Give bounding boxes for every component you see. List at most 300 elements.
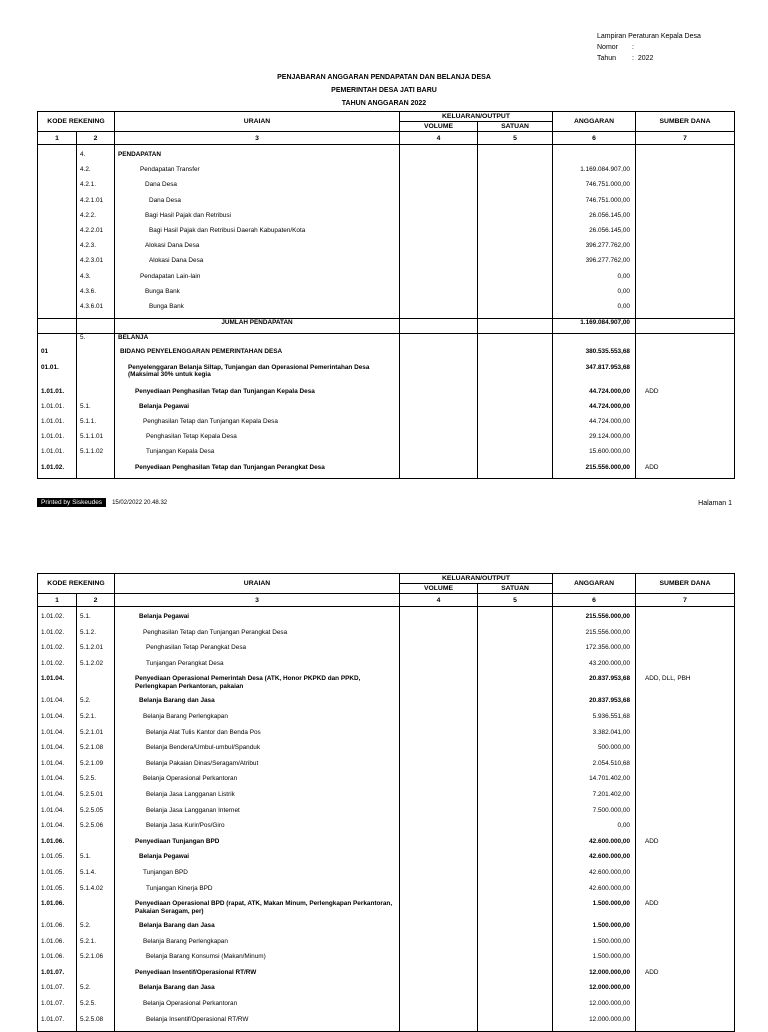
rekening-cell: 5.1.1.	[77, 418, 115, 433]
header-num-2: 2	[77, 594, 115, 607]
volume-cell	[400, 729, 478, 745]
rekening-cell: 5.1.	[77, 613, 115, 629]
page-number: Halaman 1	[698, 500, 732, 507]
rekening-cell: 5.2.5.	[77, 1000, 115, 1016]
satuan-cell	[478, 242, 553, 257]
rekening-cell: 5.1.2.02	[77, 660, 115, 676]
rekening-cell	[77, 318, 115, 333]
table-row	[38, 418, 735, 433]
table-row	[38, 938, 735, 954]
sumber-dana-cell	[636, 288, 735, 303]
satuan-cell	[478, 613, 553, 629]
rekening-cell: 5.2.5.01	[77, 791, 115, 807]
anggaran-cell: 20.837.953,68	[553, 697, 636, 713]
uraian-cell: Dana Desa	[115, 197, 400, 212]
kode-cell: 1.01.04.	[38, 822, 77, 838]
rekening-cell: 5.2.	[77, 984, 115, 1000]
satuan-cell	[478, 197, 553, 212]
kode-cell: 01.01.	[38, 364, 77, 388]
tahun-value: 2022	[637, 55, 654, 62]
sumber-dana-cell	[636, 853, 735, 869]
kode-cell: 1.01.01.	[38, 418, 77, 433]
uraian-cell: Belanja Operasional Perkantoran	[115, 1000, 400, 1016]
kode-cell	[38, 318, 77, 333]
kode-cell: 1.01.02.	[38, 629, 77, 645]
rekening-cell: 5.2.1.08	[77, 744, 115, 760]
sumber-dana-cell	[636, 869, 735, 885]
rekening-cell: 4.2.2.	[77, 212, 115, 227]
volume-cell	[400, 1016, 478, 1032]
rekening-cell: 5.2.5.	[77, 775, 115, 791]
header-keluaran: KELUARAN/OUTPUT	[400, 112, 553, 122]
table-row	[38, 464, 735, 479]
sumber-dana-cell	[636, 1000, 735, 1016]
satuan-cell	[478, 273, 553, 288]
table-row	[38, 433, 735, 448]
kode-cell	[38, 303, 77, 318]
print-footer	[37, 498, 167, 507]
header-num-4: 4	[400, 132, 478, 145]
uraian-cell: Penghasilan Tetap dan Tunjangan Kepala Desa	[115, 418, 400, 433]
header-num-5: 5	[478, 132, 553, 145]
volume-cell	[400, 418, 478, 433]
kode-cell: 1.01.01.	[38, 403, 77, 418]
header-sumber-dana: SUMBER DANA	[636, 574, 735, 594]
rekening-cell	[77, 969, 115, 985]
anggaran-cell: 2.054.510,68	[553, 760, 636, 776]
satuan-cell	[478, 984, 553, 1000]
satuan-cell	[478, 922, 553, 938]
anggaran-cell: 3.382.041,00	[553, 729, 636, 745]
sumber-dana-cell	[636, 807, 735, 823]
satuan-cell	[478, 1016, 553, 1032]
uraian-cell: Penyediaan Insentif/Operasional RT/RW	[115, 969, 400, 985]
sumber-dana-cell: ADD	[636, 900, 735, 922]
anggaran-cell: 20.837.953,68	[553, 675, 636, 697]
printed-by-badge: Printed by Siskeudes	[37, 498, 106, 507]
table-row	[38, 629, 735, 645]
table-row	[38, 242, 735, 257]
rekening-cell: 4.	[77, 151, 115, 166]
rekening-cell: 5.1.	[77, 853, 115, 869]
volume-cell	[400, 938, 478, 954]
lampiran-block	[597, 31, 701, 64]
uraian-cell: JUMLAH PENDAPATAN	[115, 318, 400, 333]
anggaran-cell: 42.600.000,00	[553, 853, 636, 869]
table-row	[38, 838, 735, 854]
sumber-dana-cell	[636, 697, 735, 713]
sumber-dana-cell	[636, 760, 735, 776]
table-row	[38, 807, 735, 823]
volume-cell	[400, 464, 478, 479]
sumber-dana-cell	[636, 257, 735, 272]
table-body-page-2	[38, 607, 735, 1032]
volume-cell	[400, 388, 478, 403]
uraian-cell: Belanja Barang Perlengkapan	[115, 713, 400, 729]
table-row	[38, 197, 735, 212]
budget-table-page-1	[37, 111, 735, 479]
uraian-cell: Belanja Pegawai	[115, 853, 400, 869]
kode-cell: 1.01.02.	[38, 464, 77, 479]
rekening-cell: 4.2.1.01	[77, 197, 115, 212]
sumber-dana-cell	[636, 448, 735, 463]
kode-cell: 1.01.06.	[38, 953, 77, 969]
table-row	[38, 900, 735, 922]
anggaran-cell: 42.600.000,00	[553, 838, 636, 854]
kode-cell: 01	[38, 348, 77, 363]
kode-cell: 1.01.04.	[38, 713, 77, 729]
header-num-5: 5	[478, 594, 553, 607]
anggaran-cell: 12.000.000,00	[553, 1000, 636, 1016]
anggaran-cell: 12.000.000,00	[553, 984, 636, 1000]
uraian-cell: Bagi Hasil Pajak dan Retribusi Daerah Kabupaten/Kota	[115, 227, 400, 242]
kode-cell: 1.01.07.	[38, 1000, 77, 1016]
kode-cell: 1.01.04.	[38, 729, 77, 745]
volume-cell	[400, 181, 478, 196]
sumber-dana-cell	[636, 644, 735, 660]
satuan-cell	[478, 227, 553, 242]
volume-cell	[400, 713, 478, 729]
kode-cell	[38, 227, 77, 242]
rekening-cell	[77, 348, 115, 363]
satuan-cell	[478, 388, 553, 403]
volume-cell	[400, 629, 478, 645]
uraian-cell: Belanja Barang Perlengkapan	[115, 938, 400, 954]
anggaran-cell: 0,00	[553, 822, 636, 838]
sumber-dana-cell	[636, 181, 735, 196]
header-num-3: 3	[115, 132, 400, 145]
volume-cell	[400, 613, 478, 629]
volume-cell	[400, 333, 478, 348]
kode-cell: 1.01.05.	[38, 869, 77, 885]
anggaran-cell: 746.751.000,00	[553, 197, 636, 212]
sumber-dana-cell	[636, 885, 735, 901]
rekening-cell: 5.2.1.	[77, 713, 115, 729]
uraian-cell: Belanja Pegawai	[115, 403, 400, 418]
tahun-sep: :	[632, 55, 634, 62]
uraian-cell: Tunjangan BPD	[115, 869, 400, 885]
uraian-cell: Penyediaan Penghasilan Tetap dan Tunjangan Kepala Desa	[115, 388, 400, 403]
kode-cell: 1.01.04.	[38, 744, 77, 760]
header-kode-rekening: KODE REKENING	[38, 574, 115, 594]
kode-cell	[38, 333, 77, 348]
sumber-dana-cell	[636, 660, 735, 676]
title-line-2: PEMERINTAH DESA JATI BARU	[331, 87, 437, 94]
uraian-cell: Alokasi Dana Desa	[115, 257, 400, 272]
satuan-cell	[478, 953, 553, 969]
title-line-1: PENJABARAN ANGGARAN PENDAPATAN DAN BELANJA DESA	[277, 74, 491, 81]
sumber-dana-cell: ADD, DLL, PBH	[636, 675, 735, 697]
satuan-cell	[478, 675, 553, 697]
sumber-dana-cell	[636, 922, 735, 938]
header-uraian: URAIAN	[115, 112, 400, 132]
kode-cell: 1.01.02.	[38, 613, 77, 629]
uraian-cell: Belanja Barang dan Jasa	[115, 984, 400, 1000]
rekening-cell: 4.2.1.	[77, 181, 115, 196]
table-row	[38, 922, 735, 938]
anggaran-cell: 0,00	[553, 273, 636, 288]
rekening-cell	[77, 464, 115, 479]
kode-cell: 1.01.07.	[38, 969, 77, 985]
rekening-cell: 5.2.1.01	[77, 729, 115, 745]
uraian-cell: Penyediaan Operasional Pemerintah Desa (ATK, Honor PKPKD dan PPKD, Perlengkapan Perkantoran, pakaian	[115, 675, 400, 697]
header-volume: VOLUME	[400, 584, 478, 594]
title-line-3: TAHUN ANGGARAN 2022	[341, 100, 427, 107]
uraian-cell: Belanja Pegawai	[115, 613, 400, 629]
uraian-cell: Alokasi Dana Desa	[115, 242, 400, 257]
table-row	[38, 181, 735, 196]
anggaran-cell: 1.500.000,00	[553, 900, 636, 922]
satuan-cell	[478, 644, 553, 660]
anggaran-cell: 26.056.145,00	[553, 212, 636, 227]
printed-date: 15/02/2022 20.48.32	[112, 499, 168, 506]
table-row	[38, 288, 735, 303]
header-keluaran: KELUARAN/OUTPUT	[400, 574, 553, 584]
table-row	[38, 303, 735, 318]
sumber-dana-cell: ADD	[636, 969, 735, 985]
lampiran-tahun	[597, 53, 701, 64]
uraian-cell: Belanja Barang dan Jasa	[115, 922, 400, 938]
rekening-cell: 5.2.	[77, 697, 115, 713]
anggaran-cell: 1.500.000,00	[553, 938, 636, 954]
kode-cell: 1.01.01.	[38, 433, 77, 448]
anggaran-cell: 172.356.000,00	[553, 644, 636, 660]
satuan-cell	[478, 807, 553, 823]
rekening-cell: 5.2.5.08	[77, 1016, 115, 1032]
sumber-dana-cell	[636, 364, 735, 388]
satuan-cell	[478, 969, 553, 985]
satuan-cell	[478, 151, 553, 166]
table-row	[38, 984, 735, 1000]
uraian-cell: Belanja Barang dan Jasa	[115, 697, 400, 713]
volume-cell	[400, 838, 478, 854]
kode-cell: 1.01.06.	[38, 838, 77, 854]
satuan-cell	[478, 464, 553, 479]
table-row	[38, 333, 735, 348]
volume-cell	[400, 151, 478, 166]
table-row	[38, 697, 735, 713]
sumber-dana-cell	[636, 822, 735, 838]
sumber-dana-cell	[636, 433, 735, 448]
satuan-cell	[478, 181, 553, 196]
uraian-cell: Dana Desa	[115, 181, 400, 196]
volume-cell	[400, 1000, 478, 1016]
kode-cell	[38, 197, 77, 212]
satuan-cell	[478, 303, 553, 318]
rekening-cell: 5.1.2.	[77, 629, 115, 645]
table-row	[38, 675, 735, 697]
header-num-3: 3	[115, 594, 400, 607]
satuan-cell	[478, 869, 553, 885]
rekening-cell: 5.1.4.	[77, 869, 115, 885]
kode-cell: 1.01.02.	[38, 644, 77, 660]
table-row	[38, 869, 735, 885]
satuan-cell	[478, 212, 553, 227]
uraian-cell: Belanja Pakaian Dinas/Seragam/Atribut	[115, 760, 400, 776]
anggaran-cell	[553, 151, 636, 166]
anggaran-cell: 44.724.000,00	[553, 418, 636, 433]
satuan-cell	[478, 257, 553, 272]
anggaran-cell: 396.277.762,00	[553, 257, 636, 272]
uraian-cell: Belanja Bendera/Umbul-umbul/Spanduk	[115, 744, 400, 760]
anggaran-cell: 215.556.000,00	[553, 629, 636, 645]
header-satuan: SATUAN	[478, 122, 553, 132]
sumber-dana-cell	[636, 303, 735, 318]
kode-cell: 1.01.06.	[38, 900, 77, 922]
uraian-cell: Penyediaan Operasional BPD (rapat, ATK, Makan Minum, Perlengkapan Perkantoran, Pakaian Seragam, per)	[115, 900, 400, 922]
header-num-6: 6	[553, 132, 636, 145]
anggaran-cell: 12.000.000,00	[553, 969, 636, 985]
satuan-cell	[478, 838, 553, 854]
satuan-cell	[478, 822, 553, 838]
satuan-cell	[478, 729, 553, 745]
table-row	[38, 403, 735, 418]
kode-cell	[38, 288, 77, 303]
sumber-dana-cell	[636, 953, 735, 969]
anggaran-cell: 15.600.000,00	[553, 448, 636, 463]
tahun-label: Tahun	[597, 55, 617, 62]
volume-cell	[400, 969, 478, 985]
table-row	[38, 644, 735, 660]
rekening-cell	[77, 838, 115, 854]
sumber-dana-cell	[636, 227, 735, 242]
satuan-cell	[478, 403, 553, 418]
kode-cell: 1.01.07.	[38, 1016, 77, 1032]
volume-cell	[400, 364, 478, 388]
table-row	[38, 1016, 735, 1032]
satuan-cell	[478, 333, 553, 348]
kode-cell	[38, 242, 77, 257]
header-num-1: 1	[38, 132, 77, 145]
table-row	[38, 1000, 735, 1016]
sumber-dana-cell	[636, 629, 735, 645]
anggaran-cell: 1.500.000,00	[553, 953, 636, 969]
sumber-dana-cell	[636, 729, 735, 745]
rekening-cell: 4.2.	[77, 166, 115, 181]
uraian-cell: Belanja Jasa Kurir/Pos/Giro	[115, 822, 400, 838]
sumber-dana-cell: ADD	[636, 388, 735, 403]
volume-cell	[400, 403, 478, 418]
volume-cell	[400, 791, 478, 807]
volume-cell	[400, 257, 478, 272]
header-volume: VOLUME	[400, 122, 478, 132]
anggaran-cell: 746.751.000,00	[553, 181, 636, 196]
satuan-cell	[478, 938, 553, 954]
satuan-cell	[478, 418, 553, 433]
table-row	[38, 953, 735, 969]
anggaran-cell: 500.000,00	[553, 744, 636, 760]
kode-cell: 1.01.04.	[38, 675, 77, 697]
rekening-cell: 5.1.	[77, 403, 115, 418]
anggaran-cell: 215.556.000,00	[553, 464, 636, 479]
rekening-cell: 4.3.	[77, 273, 115, 288]
sumber-dana-cell: ADD	[636, 464, 735, 479]
document-titles	[0, 71, 768, 110]
table-row	[38, 212, 735, 227]
satuan-cell	[478, 166, 553, 181]
table-row	[38, 853, 735, 869]
anggaran-cell: 43.200.000,00	[553, 660, 636, 676]
sumber-dana-cell	[636, 403, 735, 418]
kode-cell: 1.01.01.	[38, 388, 77, 403]
rekening-cell: 5.2.	[77, 922, 115, 938]
table-row	[38, 318, 735, 333]
table-row	[38, 775, 735, 791]
uraian-cell: Pendapatan Transfer	[115, 166, 400, 181]
table-row	[38, 388, 735, 403]
volume-cell	[400, 227, 478, 242]
rekening-cell	[77, 388, 115, 403]
uraian-cell: Belanja Alat Tulis Kantor dan Benda Pos	[115, 729, 400, 745]
rekening-cell: 4.3.6.01	[77, 303, 115, 318]
satuan-cell	[478, 713, 553, 729]
uraian-cell: Bagi Hasil Pajak dan Retribusi	[115, 212, 400, 227]
header-satuan: SATUAN	[478, 584, 553, 594]
header-kode-rekening: KODE REKENING	[38, 112, 115, 132]
table-body-page-1	[38, 145, 735, 479]
volume-cell	[400, 166, 478, 181]
volume-cell	[400, 242, 478, 257]
satuan-cell	[478, 364, 553, 388]
volume-cell	[400, 775, 478, 791]
anggaran-cell: 26.056.145,00	[553, 227, 636, 242]
table-row	[38, 273, 735, 288]
anggaran-cell: 44.724.000,00	[553, 388, 636, 403]
volume-cell	[400, 288, 478, 303]
anggaran-cell	[553, 333, 636, 348]
volume-cell	[400, 303, 478, 318]
kode-cell	[38, 166, 77, 181]
anggaran-cell: 5.936.551,68	[553, 713, 636, 729]
volume-cell	[400, 660, 478, 676]
anggaran-cell: 215.556.000,00	[553, 613, 636, 629]
kode-cell: 1.01.06.	[38, 938, 77, 954]
kode-cell: 1.01.04.	[38, 697, 77, 713]
sumber-dana-cell: ADD	[636, 838, 735, 854]
anggaran-cell: 14.701.402,00	[553, 775, 636, 791]
rekening-cell: 5.1.4.02	[77, 885, 115, 901]
sumber-dana-cell	[636, 984, 735, 1000]
volume-cell	[400, 885, 478, 901]
uraian-cell: BELANJA	[115, 333, 400, 348]
anggaran-cell: 0,00	[553, 303, 636, 318]
rekening-cell: 5.2.1.09	[77, 760, 115, 776]
anggaran-cell: 42.600.000,00	[553, 869, 636, 885]
rekening-cell: 5.1.1.02	[77, 448, 115, 463]
table-row	[38, 227, 735, 242]
anggaran-cell: 7.500.000,00	[553, 807, 636, 823]
sumber-dana-cell	[636, 212, 735, 227]
uraian-cell: Belanja Jasa Langganan Internet	[115, 807, 400, 823]
uraian-cell: Tunjangan Kepala Desa	[115, 448, 400, 463]
rekening-cell: 4.3.6.	[77, 288, 115, 303]
rekening-cell: 5.2.5.06	[77, 822, 115, 838]
uraian-cell: Pendapatan Lain-lain	[115, 273, 400, 288]
uraian-cell: PENDAPATAN	[115, 151, 400, 166]
sumber-dana-cell	[636, 348, 735, 363]
kode-cell	[38, 151, 77, 166]
satuan-cell	[478, 288, 553, 303]
uraian-cell: Penghasilan Tetap Perangkat Desa	[115, 644, 400, 660]
rekening-cell	[77, 675, 115, 697]
kode-cell	[38, 181, 77, 196]
volume-cell	[400, 433, 478, 448]
kode-cell: 1.01.04.	[38, 775, 77, 791]
sumber-dana-cell	[636, 791, 735, 807]
anggaran-cell: 44.724.000,00	[553, 403, 636, 418]
volume-cell	[400, 900, 478, 922]
table-row	[38, 257, 735, 272]
